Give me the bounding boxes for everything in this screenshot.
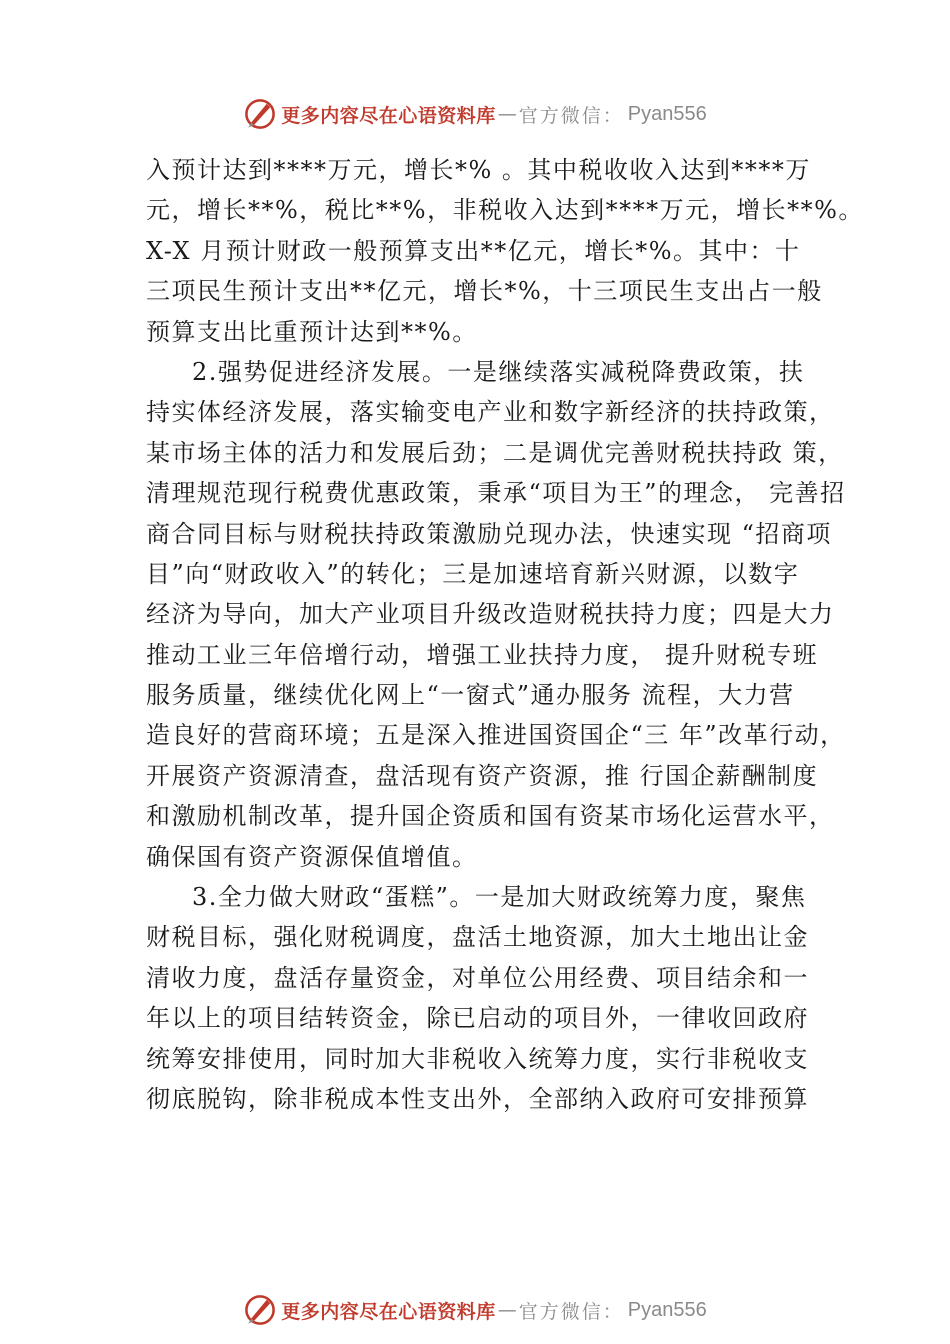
header-dash: — <box>497 103 517 125</box>
text-line: 清收力度，盘活存量资金，对单位公用经费、项目结余和一 <box>146 963 809 992</box>
text-line: 目”向“财政收入”的转化；三是加速培育新兴财源，以数字 <box>146 559 800 588</box>
header-wechat-label: 官方微信： <box>518 104 624 127</box>
text-line: 开展资产资源清查，盘活现有资产资源，推 行国企薪酬制度 <box>146 761 819 790</box>
text-line: 3.全力做大财政“蛋糕”。一是加大财政统筹力度，聚焦 <box>192 883 807 912</box>
footer-wechat-id: Pyan556 <box>627 1298 707 1321</box>
text-line: 元，增长**%，税比**%，非税收入达到****万元，增长**%。 <box>146 196 864 225</box>
header-brand: 更多内容尽在心语资料库 <box>281 104 496 127</box>
text-line: 持实体经济发展，落实输变电产业和数字新经济的扶持政策， <box>146 398 835 427</box>
text-line: 财税目标，强化财税调度，盘活土地资源，加大土地出让金 <box>146 923 809 952</box>
footer-banner <box>0 1290 950 1330</box>
text-line: 造良好的营商环境；五是深入推进国资国企“三 年”改革行动， <box>146 721 846 750</box>
text-line: X-X 月预计财政一般预算支出**亿元，增长*%。其中：十 <box>146 236 801 265</box>
text-line: 入预计达到****万元，增长*% 。其中税收收入达到****万 <box>146 156 811 184</box>
text-line: 预算支出比重预计达到**%。 <box>146 317 478 346</box>
text-line: 彻底脱钩，除非税成本性支出外，全部纳入政府可安排预算 <box>146 1084 809 1113</box>
pen-logo-icon <box>243 97 277 131</box>
footer-dash: — <box>497 1299 517 1321</box>
text-line: 某市场主体的活力和发展后劲；二是调优完善财税扶持政 策， <box>146 438 844 467</box>
header-wechat-id: Pyan556 <box>627 102 707 125</box>
text-line: 和激励机制改革，提升国企资质和国有资某市场化运营水平， <box>146 802 835 831</box>
footer-wechat-label: 官方微信： <box>518 1300 624 1323</box>
header-banner <box>0 94 950 134</box>
text-line: 确保国有资产资源保值增值。 <box>146 842 478 871</box>
text-line: 推动工业三年倍增行动，增强工业扶持力度， 提升财税专班 <box>146 640 819 669</box>
text-line: 经济为导向，加大产业项目升级改造财税扶持力度；四是大力 <box>146 600 835 629</box>
text-line: 商合同目标与财税扶持政策激励兑现办法，快速实现 “招商项 <box>146 519 832 548</box>
text-line: 年以上的项目结转资金，除已启动的项目外，一律收回政府 <box>146 1004 809 1033</box>
text-line: 统筹安排使用，同时加大非税收入统筹力度，实行非税收支 <box>146 1044 809 1073</box>
text-line: 清理规范现行税费优惠政策，秉承“项目为王”的理念， 完善招 <box>146 479 846 508</box>
text-line: 服务质量，继续优化网上“一窗式”通办服务 流程，大力营 <box>146 681 795 710</box>
footer-brand: 更多内容尽在心语资料库 <box>281 1300 496 1323</box>
document-body <box>146 150 864 1119</box>
text-line: 三项民生预计支出**亿元，增长*%，十三项民生支出占一般 <box>146 277 823 306</box>
pen-logo-icon <box>243 1293 277 1327</box>
text-line: 2.强势促进经济发展。一是继续落实减税降费政策，扶 <box>192 357 805 386</box>
